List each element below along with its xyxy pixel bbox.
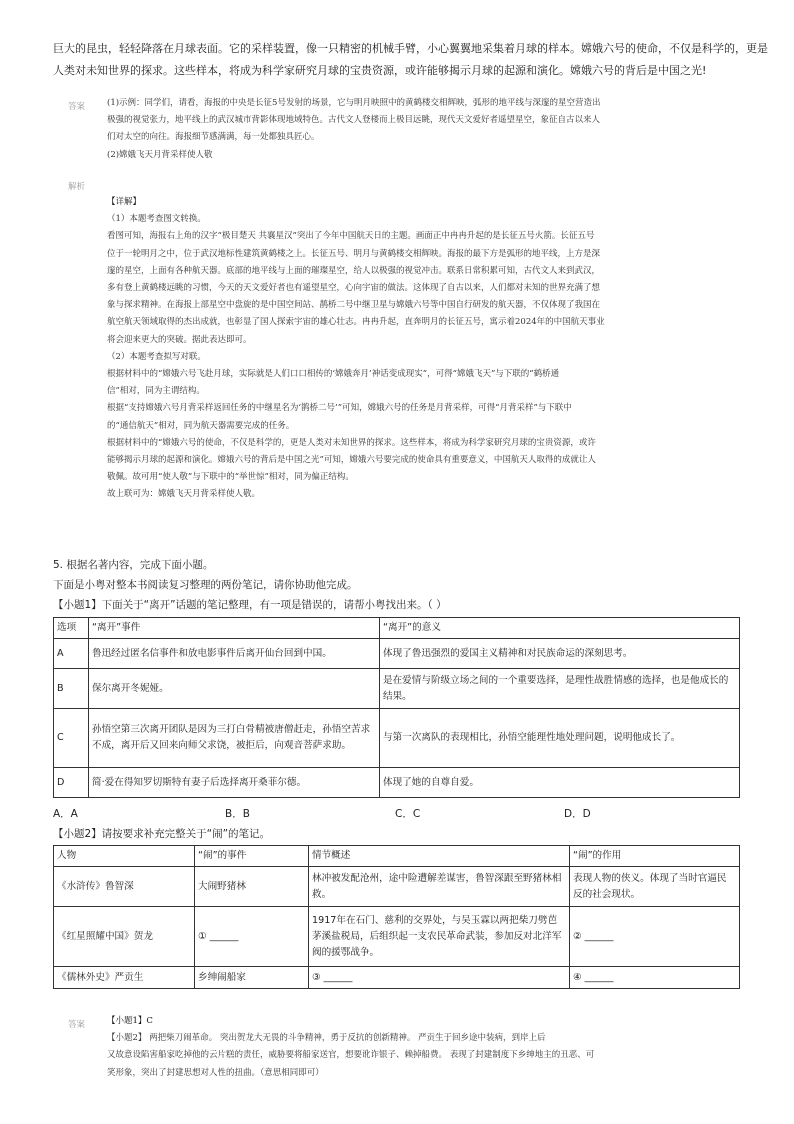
table-header-row [54,618,740,639]
question-5 [53,555,447,615]
answer-block-2 [107,1013,757,1082]
table-cell: 简·爱在得知罗切斯特有妻子后选择离开桑菲尔德。 [89,768,380,798]
intro-line: 巨大的昆虫，轻轻降落在月球表面。它的采样装置，像一只精密的机械手臂，小心翼翼地采集着月球的样本。嫦娥六号的使命，不仅是科学的，更是 [53,42,768,55]
table-header-cell: 情节概述 [309,846,570,867]
table-cell: 《红星照耀中国》贺龙 [54,907,195,967]
table-header-cell: 人物 [54,846,195,867]
table-row [54,669,740,709]
table-cell: 与第一次离队的表现相比，孙悟空能理性地处理问题，说明他成长了。 [380,709,740,768]
table-header-cell: “闹”的事件 [195,846,309,867]
analysis-line: （1）本题考查图文转换。 [107,214,206,225]
table-cell: 林冲被发配沧州，途中险遭解差谋害，鲁智深跟至野猪林相救。 [309,867,570,907]
question-title: 5. 根据名著内容，完成下面小题。 [53,559,214,571]
table-cell: 保尔离开冬妮娅。 [89,669,380,709]
table-row [54,768,740,798]
answer-line: 们对太空的向往。海报细节感满满，每一处都独具匠心。 [107,132,320,143]
analysis-line: （2）本题考查拟写对联。 [107,351,206,362]
analysis-line: 能够揭示月球的起源和演化。嫦娥六号的背后是中国之光”可知，嫦娥六号要完成的使命具有重要意义，中国航天人取得的成就让人 [107,455,596,466]
option-d[interactable]: D．D [564,808,591,820]
table-cell: 《儒林外史》严贡生 [54,967,195,989]
blank-4[interactable]: ④ ______ [570,967,740,989]
table-cell: 孙悟空第三次离开团队是因为三打白骨精被唐僧赶走，孙悟空苦求不成，离开后又回来向师父求饶，被拒后，向观音菩萨求助。 [89,709,380,768]
analysis-line: 【详解】 [107,197,142,207]
option-c[interactable]: C．C [395,808,421,820]
table-row [54,867,740,907]
answer-line: 又故意设陷害船家吃掉他的云片糕的责任，威胁要将船家送官，想要讹诈银子、赖掉船费。 表现了封建制度下乡绅地主的丑恶、可 [107,1050,595,1061]
analysis-line: 邃的星空，上面有各种航天器。底部的地平线与上面的璀璨星空，给人以极强的视觉冲击。联系日常积累可知，古代文人来到武汉， [107,265,601,276]
analysis-block [107,194,747,504]
analysis-line: 将会迎来更大的突破。据此表达即可。 [107,334,252,345]
subquestion-2-prompt: 【小题2】请按要求补充完整关于“闹”的笔记。 [53,828,271,840]
blank-3[interactable]: ③ ______ [309,967,570,989]
answer-line: 【小题2】 两把柴刀闹革命。 突出贺龙大无畏的斗争精神，勇于反抗的创新精神。 严贡生于回乡途中装病，到岸上后 [107,1033,546,1044]
table-cell: 大闹野猪林 [195,867,309,907]
table-header-cell: “闹”的作用 [570,846,740,867]
analysis-line: 看图可知，海报右上角的汉字“极目楚天 共襄星汉”突出了今年中国航天日的主题。画面正中冉冉升起的是长征五号火箭。长征五号 [107,231,595,242]
table-cell: 《水浒传》鲁智深 [54,867,195,907]
answer-label: 答案 [68,102,86,112]
analysis-line: 多有登上黄鹤楼远眺的习惯，今天的天文爱好者也有遥望星空，心向宇宙的做法。这体现了自古以来，人们都对未知的世界充满了想 [107,283,601,294]
table-row [54,907,740,967]
table-header-cell: “离开”事件 [89,618,380,639]
answer-line: 笑形象，突出了封建思想对人性的扭曲。（意思相同即可） [107,1067,324,1078]
intro-line: 人类对未知世界的探求。这些样本，将成为科学家研究月球的宝贵资源，或许能够揭示月球的起源和演化。嫦娥六号的背后是中国之光! [53,64,707,77]
table-cell: 1917年在石门、慈利的交界处，与吴玉霖以两把柴刀劈芭茅溪盐税局，后组织起一支农民革命武装，参加反对北洋军阀的援鄂战争。 [309,907,570,967]
analysis-line: 的“通信航天”相对，同为航天器需要完成的任务。 [107,420,295,431]
table-row [54,709,740,768]
answer-label: 答案 [68,1020,86,1030]
table-cell: 表现人物的侠义。体现了当时官逼民反的社会现状。 [570,867,740,907]
blank-2[interactable]: ② ______ [570,907,740,967]
analysis-line: 根据材料中的“嫦娥六号的使命，不仅是科学的，更是人类对未知世界的探求。这些样本，将成为科学家研究月球的宝贵资源，或许 [107,437,596,448]
table-cell: 乡绅闹船家 [195,967,309,989]
blank-1[interactable]: ① ______ [195,907,309,967]
table-cell: B [54,669,89,709]
analysis-line: 敬佩。故可用“使人敬”与下联中的“举世惊”相对，同为偏正结构。 [107,472,354,483]
table-cell: 是在爱情与阶级立场之间的一个重要选择，是理性战胜情感的选择，也是他成长的结果。 [380,669,740,709]
table-cell: A [54,639,89,669]
analysis-line: 位于一轮明月之中，位于武汉地标性建筑黄鹤楼之上。长征五号、明月与黄鹤楼交相辉映。海报的最下方是弧形的地平线，上方是深 [107,248,601,259]
answer-line: (2)嫦娥飞天月背采样使人敬 [107,149,213,160]
intro-paragraph [53,38,768,82]
table-cell: 体现了鲁迅强烈的爱国主义精神和对民族命运的深刻思考。 [380,639,740,669]
option-b[interactable]: B．B [225,808,250,820]
table-cell: 鲁迅经过匿名信事件和放电影事件后离开仙台回到中国。 [89,639,380,669]
answer-block [107,95,747,164]
analysis-line: 故上联可为：嫦娥飞天月背采样使人敬。 [107,489,261,500]
table-row [54,967,740,989]
table-cell: C [54,709,89,768]
option-a[interactable]: A．A [53,808,78,820]
answer-line: 极强的视觉张力，地平线上的武汉城市背影体现地域特色。古代文人登楼而上极目远眺，现代天文爱好者遥望星空，象征自古以来人 [107,115,601,126]
leave-notes-table [53,617,740,798]
table-header-cell: “离开”的意义 [380,618,740,639]
table-row [54,639,740,669]
analysis-line: 信”相对，同为主谓结构。 [107,386,205,397]
table-header-cell: 选项 [54,618,89,639]
table-header-row [54,846,740,867]
nao-notes-table [53,845,740,989]
table-cell: 体现了她的自尊自爱。 [380,768,740,798]
analysis-line: 根据材料中的“嫦娥六号飞赴月球，实际就是人们口口相传的‘嫦娥奔月’神话变成现实”，可得“嫦娥飞天”与下联的“鹤桥通 [107,369,560,380]
analysis-line: 根据“支持嫦娥六号月背采样返回任务的中继星名为‘鹊桥二号’”可知，嫦娥六号的任务是月背采样，可得“月背采样”与下联中 [107,403,572,414]
analysis-line: 航空航天领域取得的杰出成就，也彰显了国人探索宇宙的雄心壮志。冉冉升起，直奔明月的长征五号，寓示着2024年的中国航天事业 [107,317,605,328]
subquestion-1-prompt: 【小题1】下面关于“离开”话题的笔记整理，有一项是错误的，请帮小粤找出来。（ ） [53,599,447,611]
answer-line: 【小题1】C [107,1016,153,1026]
table-cell: D [54,768,89,798]
question-subtitle: 下面是小粤对整本书阅读复习整理的两份笔记，请你协助他完成。 [53,579,358,591]
answer-line: (1)示例：同学们，请看，海报的中央是长征5号发射的场景，它与明月映照中的黄鹤楼交相辉映，弧形的地平线与深邃的星空营造出 [107,98,601,108]
analysis-label: 解析 [68,182,86,192]
analysis-line: 象与探求精神。在海报上部星空中盘旋的是中国空间站、鹊桥二号中继卫星与嫦娥六号等中国自行研发的航天器，不仅体现了我国在 [107,300,601,311]
